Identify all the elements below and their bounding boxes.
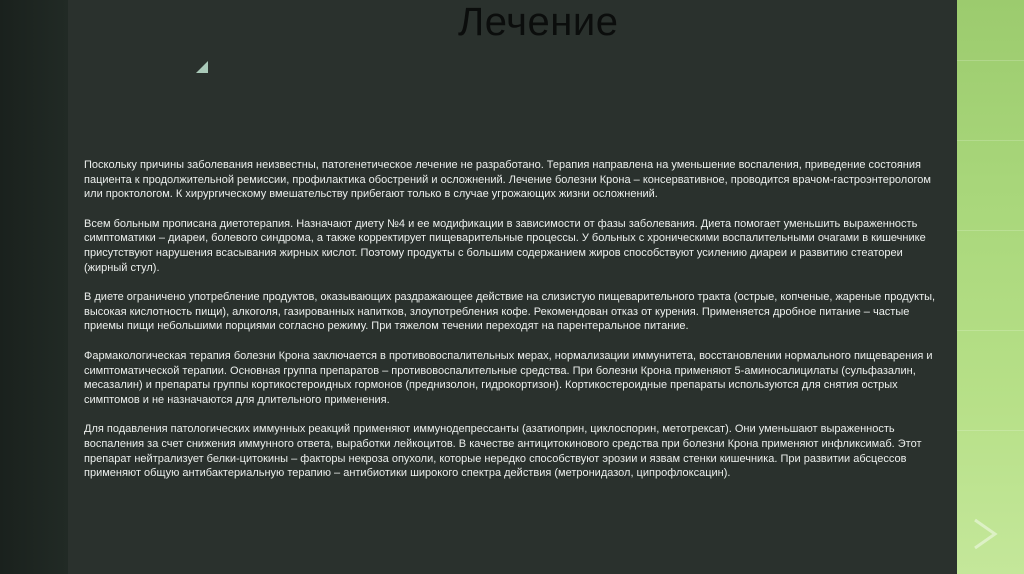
chevron-right-icon — [967, 514, 1007, 554]
accent-stripe-line — [957, 230, 1024, 231]
accent-stripe-line — [957, 330, 1024, 331]
green-accent-strip — [957, 0, 1024, 574]
triangle-corner-icon — [196, 61, 208, 73]
accent-stripe-line — [957, 430, 1024, 431]
body-paragraph: Для подавления патологических иммунных реакций применяют иммунодепрессанты (азатиоприн, циклоспорин, метотрексат). Они уменьшают выраженность воспаления за счет снижения иммунного ответа, выработки лейкоцитов. В качестве антицитокинового средства при болезни Крона применяют инфликсимаб. Этот препарат нейтрализует белки-цитокины – факторы некроза опухоли, которые нередко способствуют эрозии и язвам стенки кишечника. При развитии абсцессов применяют общую антибактериальную терапию – антибиотики широкого спектра действия (метронидазол, ципрофлоксацин). — [84, 423, 922, 480]
slide-title: Лечение — [458, 0, 619, 44]
left-dark-band — [0, 0, 68, 574]
body-paragraph: Фармакологическая терапия болезни Крона заключается в противовоспалительных мерах, нормализации иммунитета, восстановлении нормального пищеварения и симптоматической терапии. Основная группа препаратов – противовоспалительные средства. При болезни Крона применяют 5-аминосалицилаты (сульфазалин, месазалин) и препараты группы кортикостероидных гормонов (преднизолон, гидрокортизон). Кортикостероидные препараты используются для снятия острых симптомов и не назначаются для длительного применения. — [84, 349, 933, 406]
body-paragraph: Всем больным прописана диетотерапия. Назначают диету №4 и ее модификации в зависимости от фазы заболевания. Диета помогает уменьшить выраженность симптоматики – диареи, болевого синдрома, а также корректирует пищеварительные процессы. У больных с хроническими воспалительными очагами в кишечнике присутствуют нарушения всасывания жирных кислот. Поэтому продукты с большим содержанием жиров способствуют усилению диареи и развитию стеатореи (жирный стул). — [84, 217, 926, 274]
accent-stripe-line — [957, 60, 1024, 61]
slide-body — [84, 158, 944, 496]
body-paragraph: Поскольку причины заболевания неизвестны, патогенетическое лечение не разработано. Терапия направлена на уменьшение воспаления, приведение состояния пациента к продолжительной ремиссии, профилактика обострений и осложнений. Лечение болезни Крона – консервативное, проводится врачом-гастроэнтерологом или проктологом. К хирургическому вмешательству прибегают только в случае угрожающих жизни осложнений. — [84, 159, 931, 201]
body-paragraph: В диете ограничено употребление продуктов, оказывающих раздражающее действие на слизистую пищеварительного тракта (острые, копченые, жареные продукты, высокая кислотность пищи), алкоголя, газированных напитков, злоупотребления кофе. Рекомендован отказ от курения. Применяется дробное питание – частые приемы пищи небольшими порциями согласно режиму. При тяжелом течении переходят на парентеральное питание. — [84, 291, 936, 333]
accent-stripe-line — [957, 140, 1024, 141]
